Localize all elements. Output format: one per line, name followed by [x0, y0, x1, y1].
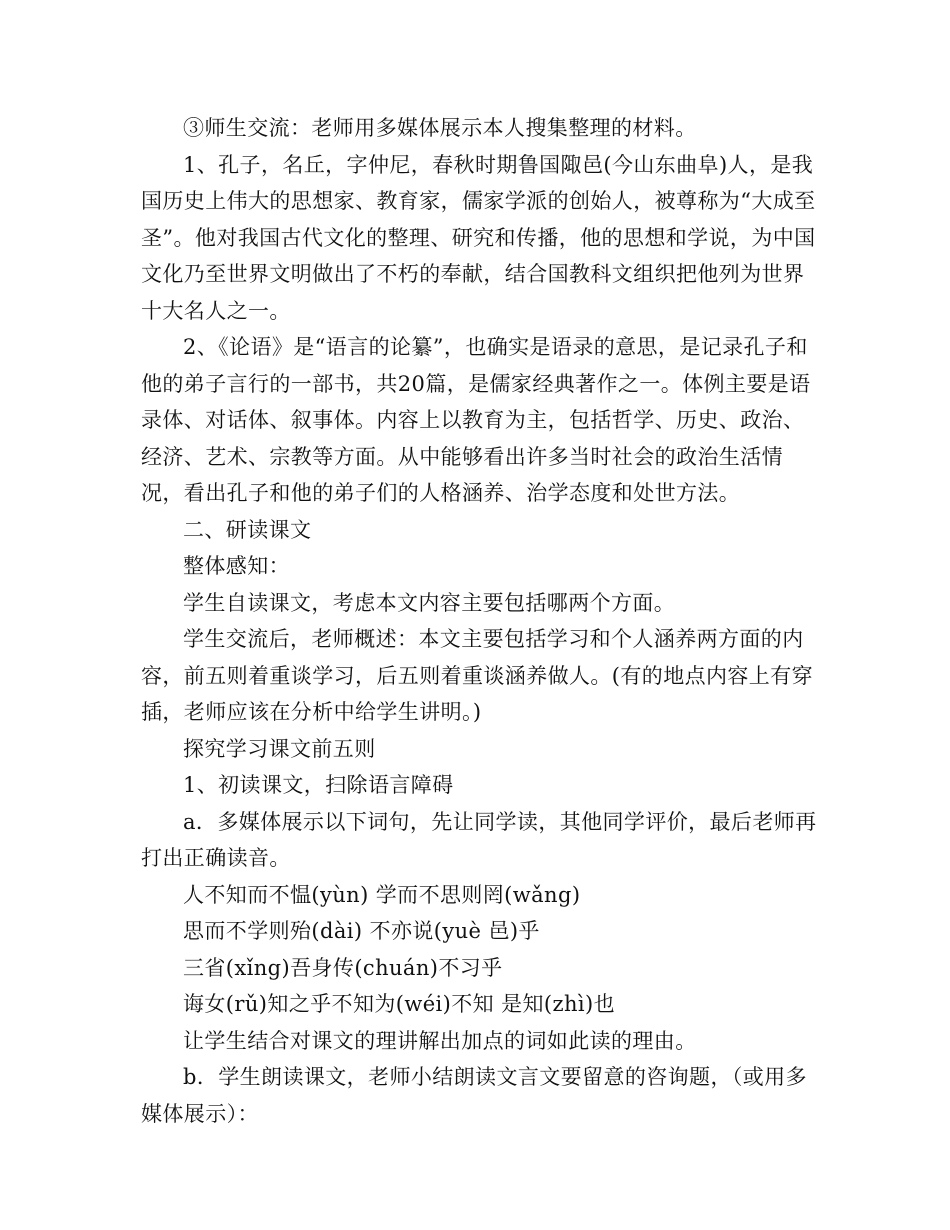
paragraph-analects-intro: 2、《论语》是“语言的论纂”，也确实是语录的意思，是记录孔子和他的弟子言行的一部书，共20篇，是儒家经典著作之一。体例主要是语录体、对话体、叙事体。内容上以教育为主，包括哲学、历史、政治、经济、艺术、宗教等方面。从中能够看出许多当时社会的政治生活情况，看出孔子和他的弟子们的人格涵养、治学态度和处世方法。 — [141, 335, 811, 505]
step-first-reading: 1、初读课文，扫除语言障碍 — [183, 773, 454, 797]
section-heading-study-text: 二、研读课文 — [183, 517, 312, 542]
paragraph-confucius-intro: 1、孔子，名丘，字仲尼，春秋时期鲁国陬邑(今山东曲阜)人，是我国历史上伟大的思想家、教育家，儒家学派的创始人，被尊称为“大成至圣”。他对我国古代文化的整理、研究和传播，他的思想和学说，为中国文化乃至世界文明做出了不朽的奉献，结合国教科文组织把他列为世界十大名人之一。 — [141, 152, 816, 323]
subheading-overall-perception: 整体感知： — [183, 554, 290, 578]
pronunciation-line-2: 思而不学则殆(dài) 不亦说(yuè 邑)乎 — [183, 919, 540, 943]
subheading-explore-first-five: 探究学习课文前五则 — [183, 736, 376, 761]
paragraph-multimedia-words: a．多媒体展示以下词句，先让同学读，其他同学评价，最后老师再打出正确读音。 — [141, 809, 817, 870]
pronunciation-line-4: 诲女(rǔ)知之乎不知为(wéi)不知 是知(zhì)也 — [183, 992, 616, 1016]
document-body — [141, 110, 821, 1132]
pronunciation-line-1: 人不知而不愠(yùn) 学而不思则罔(wǎng) — [183, 882, 581, 907]
pronunciation-line-3: 三省(xǐng)吾身传(chuán)不习乎 — [183, 955, 503, 980]
paragraph-explain-reason: 让学生结合对课文的理讲解出加点的词如此读的理由。 — [183, 1028, 697, 1053]
paragraph-reading-aloud: b．学生朗读课文，老师小结朗读文言文要留意的咨询题，（或用多媒体展示）： — [141, 1065, 807, 1126]
paragraph-teacher-summary: 学生交流后，老师概述：本文主要包括学习和个人涵养两方面的内容，前五则着重谈学习，后五则着重谈涵养做人。(有的地点内容上有穿插，老师应该在分析中给学生讲明。) — [141, 627, 813, 724]
paragraph-teacher-student-exchange: ③师生交流：老师用多媒体展示本人搜集整理的材料。 — [183, 116, 697, 140]
paragraph-self-reading: 学生自读课文，考虑本文内容主要包括哪两个方面。 — [183, 590, 676, 615]
